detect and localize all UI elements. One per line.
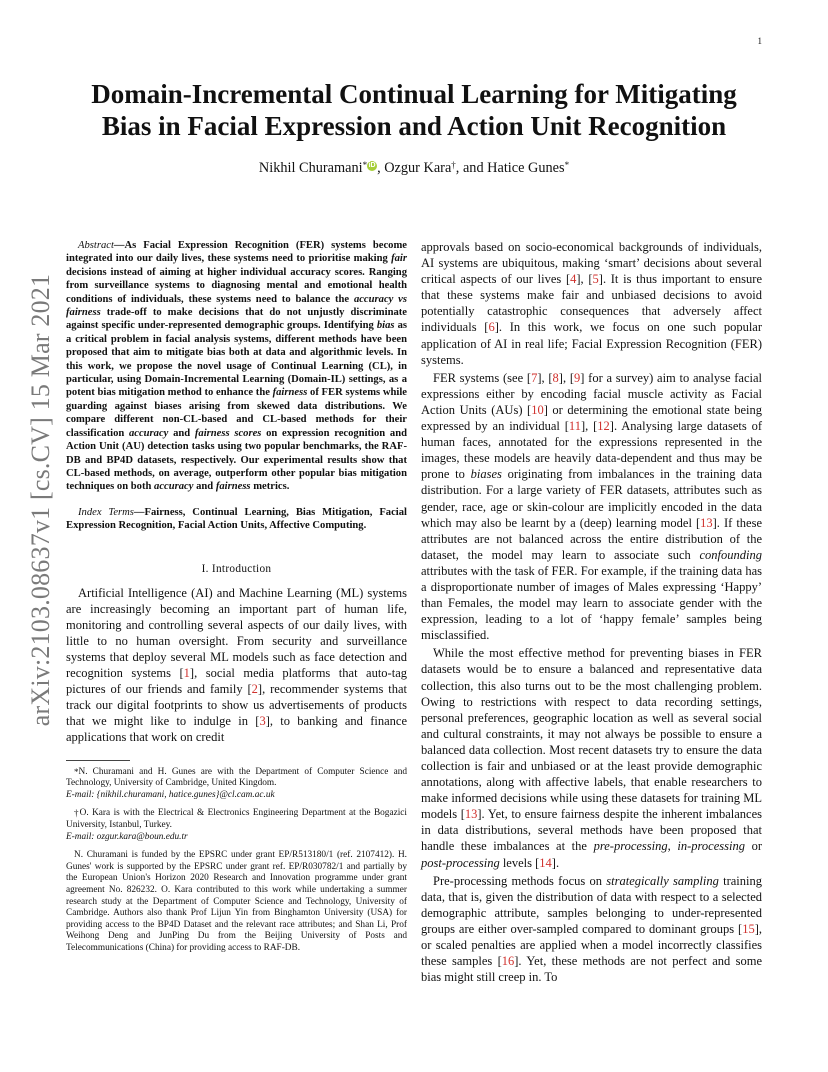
citation-link[interactable]: 3 [259,714,266,729]
citation-link[interactable]: 14 [539,855,552,870]
right-column [421,239,762,985]
body-paragraph: approvals based on socio-economical backgrounds of individuals, AI systems are ubiquitous, making ‘smart’ decisions about several critical aspects of our lives [4], [5]. It is thus important to ensure that these systems make fair and unbiased decisions to avoid potentially catastrophic consequences that adversely affect individuals [6]. In this work, we focus on one such popular application of AI in real life; Facial Expression Recognition (FER) systems. [421,240,762,367]
footnote-divider [66,760,130,761]
citation-link[interactable]: 10 [531,402,544,417]
citation-link[interactable]: 1 [183,666,190,681]
citation-link[interactable]: 13 [464,807,478,822]
citation-link[interactable]: 6 [488,320,495,335]
footnote-funding: N. Churamani is funded by the EPSRC under grant EP/R513180/1 (ref. 2107412). H. Gunes' work is supported by the EPSRC under grant ref. EP/R030782/1 and partially by the European Union's Horizon 2020 Research and Innovation programme under grant agreement No. 826232. O. Kara contributed to this work while undertaking a summer research study at the Department of Computer Science and Technology, University of Cambridge. Authors also thank Prof Lijun Yin from Binghamton University (USA) for providing access to the BP4D Dataset and the relevant race attributes; and Shan Li, Prof Weihong Deng and JunPing Du from the Beijing University of Posts and Telecommunications (China) for providing access to RAF-DB. [66,850,407,953]
page-number: 1 [757,36,762,46]
citation-link[interactable]: 11 [568,419,581,434]
citation-link[interactable]: 5 [592,272,599,287]
citation-link[interactable]: 9 [574,370,581,385]
title-line-2: Bias in Facial Expression and Action Unit Recognition [101,111,727,141]
citation-link[interactable]: 16 [501,954,515,969]
citation-link[interactable]: 12 [597,419,610,434]
citation-link[interactable]: 15 [742,921,755,936]
body-paragraph: While the most effective method for preventing biases in FER datasets would be to ensure a balanced and representative data collection, this also turns out to be the most challenging problem. Owing to restrictions with respect to data recording settings, personal preferences, geographic location as well as several social and cultural constraints, it may not always be possible to ensure a balanced data collection. Most recent datasets try to ensure the data collection is fair and unbiased or at the least provide demographic annotations, along with affective labels, that enable researchers to make informed decisions while using these datasets for training ML models [13]. Yet, to ensure fairness despite the inherent imbalances in data distributions, several methods have been proposed that handle these imbalances at the pre-processing, in-processing or post-processing levels [14]. [421,646,762,870]
body-paragraph: FER systems (see [7], [8], [9] for a survey) aim to analyse facial expressions either by encoding facial muscle activity as Facial Action Units (AUs) [10] or determining the emotional state being expressed by an individual [11], [12]. Analysing large datasets of human faces, annotated for the expressions represented in the images, these models are heavily data-dependent and thus may be prone to biases originating from imbalances in the training data distribution. For a large variety of FER datasets, attributes such as gender, race, age or skin-colour are implicitly encoded in the data which may also be learnt by a (deep) learning model [13]. If these attributes are not balanced across the entire distribution of the dataset, the model may learn to associate such confounding attributes with the task of FER. For example, if the training data has a disproportionate number of images of Males expressing ‘Happy’ than Females, the model may learn to associate gender with the expression, leading to a lot of ‘happy female’ samples being misclassified. [421,370,763,643]
author-name: , Ozgur Kara [377,160,452,176]
citation-link[interactable]: 7 [531,370,538,385]
arxiv-identifier: arXiv:2103.08637v1 [cs.CV] 15 Mar 2021 [26,273,55,727]
index-terms: Index Terms—Fairness, Continual Learning, Bias Mitigation, Facial Expression Recognition, Facial Action Units, Affective Computing. [66,506,407,532]
paper-title [66,78,762,142]
citation-link[interactable]: 4 [570,272,577,287]
body-paragraph: Pre-processing methods focus on strategically sampling training data, that is, given the distribution of data with respect to a selected demographic attribute, samples belonging to under-represented groups are either over-sampled compared to dominant groups [15], or scaled penalties are applied when a model incorrectly classifies these samples [16]. Yet, these methods are not perfect and some bias might still creep in. To [421,873,762,985]
affiliation-mark: † [451,160,456,170]
affiliation-mark: * [362,160,368,170]
intro-paragraph: Artificial Intelligence (AI) and Machine Learning (ML) systems are increasingly becoming an important part of human life, monitoring and controlling several aspects of our daily lives, with little to no human oversight. From security and surveillance systems that deploy several ML models such as face detection and recognition systems [1], social media platforms that auto-tag pictures of our friends and family [2], recommender systems that track our digital footprints to show us advertisements of products that we might like to indulge in [3], to banking and finance applications that work on credit [66,585,407,745]
section-heading: I. Introduction [201,562,272,575]
left-column [66,239,407,961]
citation-link[interactable]: 8 [552,370,559,385]
affiliation-mark: * [564,160,570,170]
orcid-icon[interactable]: iD [368,162,376,169]
citation-link[interactable]: 13 [700,515,713,530]
author-list [66,160,762,177]
footnote-affiliation-2: †O. Kara is with the Electrical & Electronics Engineering Department at the Bogazici University, Istanbul, Turkey. E-mail: ozgur.kara@boun.edu.tr [66,808,408,842]
abstract: Abstract—As Facial Expression Recognition (FER) systems become integrated into our daily lives, these systems need to prioritise making fair decisions instead of aiming at higher individual accuracy scores. Ranging from surveillance systems to diagnosing mental and emotional health conditions of individuals, these systems need to balance the accuracy vs fairness trade-off to make decisions that do not unjustly discriminate against specific under-represented demographic groups. Identifying bias as a critical problem in facial analysis systems, different methods have been proposed that aim to mitigate bias both at data and algorithmic levels. In this work, we propose the novel usage of Continual Learning (CL), in particular, using Domain-Incremental Learning (Domain-IL) settings, as a potent bias mitigation method to enhance the fairness of FER systems while guarding against biases arising from skewed data distributions. We compare different non-CL-based and CL-based methods for their classification accuracy and fairness scores on expression recognition and Action Unit (AU) detection tasks using two popular benchmarks, the RAF-DB and BP4D datasets, respectively. Our experimental results show that CL-based methods, on average, outperform other popular bias mitigation techniques on both accuracy and fairness metrics. [66,240,407,493]
title-line-1: Domain-Incremental Continual Learning for Mitigating [91,79,737,109]
footnote-affiliation-1: *N. Churamani and H. Gunes are with the Department of Computer Science and Technology, University of Cambridge, United Kingdom. E-mail: {nikhil.churamani, hatice.gunes}@cl.cam.ac.uk [66,766,407,800]
author-name: , and Hatice Gunes [455,160,565,176]
author-name: Nikhil Churamani [258,160,363,176]
citation-link[interactable]: 2 [251,682,258,697]
